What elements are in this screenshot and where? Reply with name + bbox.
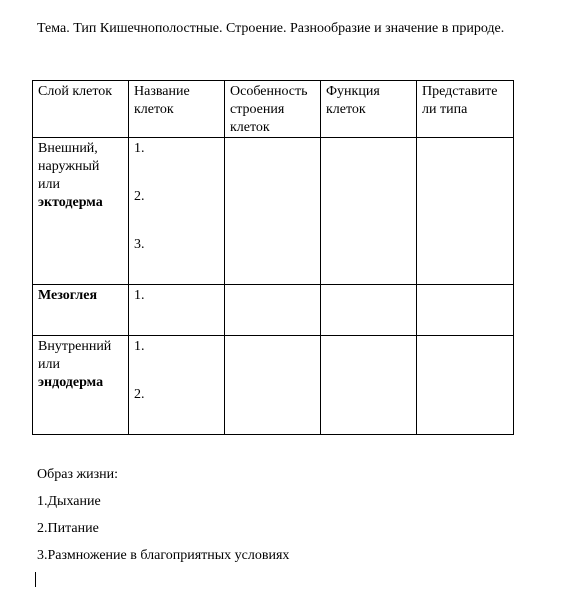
layer-cell-endoderm: [33, 336, 129, 435]
list-number: 1.: [134, 288, 145, 303]
header-cell-cell-name: Название клеток: [129, 81, 225, 138]
table-row-ectoderm: [33, 138, 514, 285]
numbered-list: [134, 338, 219, 434]
layer-cell-mesoglea: [33, 285, 129, 336]
text-cursor[interactable]: [35, 572, 36, 587]
function-cell-endoderm[interactable]: [321, 336, 417, 435]
layer-name-bold: Мезоглея: [38, 288, 98, 303]
cell-names-endoderm[interactable]: [129, 336, 225, 435]
structure-cell-mesoglea[interactable]: [225, 285, 321, 336]
function-cell-mesoglea[interactable]: [321, 285, 417, 336]
layer-text-line: или: [38, 177, 60, 192]
numbered-list: [134, 287, 219, 335]
structure-cell-endoderm[interactable]: [225, 336, 321, 435]
table-header-row: [33, 81, 514, 138]
lifestyle-item-nutrition: 2.Питание: [37, 521, 99, 536]
header-cell-layer: Слой клеток: [33, 81, 129, 138]
lifestyle-heading: Образ жизни:: [37, 467, 119, 482]
layer-text-line: Внешний,: [38, 141, 98, 156]
header-cell-representatives: Представите ли типа: [417, 81, 514, 138]
table-row-mesoglea: [33, 285, 514, 336]
list-number: 1.: [134, 141, 145, 156]
function-cell-ectoderm[interactable]: [321, 138, 417, 285]
layer-text-line: наружный: [38, 159, 100, 174]
list-number: 2.: [134, 387, 145, 402]
representatives-cell-ectoderm[interactable]: [417, 138, 514, 285]
representatives-cell-endoderm[interactable]: [417, 336, 514, 435]
cell-names-ectoderm[interactable]: [129, 138, 225, 285]
lifestyle-item-reproduction: 3.Размножение в благоприятных условиях: [37, 548, 290, 563]
lifestyle-section: [37, 466, 289, 574]
structure-cell-ectoderm[interactable]: [225, 138, 321, 285]
table-row-endoderm: [33, 336, 514, 435]
layer-cell-ectoderm: [33, 138, 129, 285]
layer-text-line: Внутренний: [38, 339, 112, 354]
header-cell-structure: Особенность строения клеток: [225, 81, 321, 138]
list-number: 3.: [134, 237, 145, 252]
document-title: Тема. Тип Кишечнополостные. Строение. Разнообразие и значение в природе.: [37, 21, 505, 36]
header-cell-function: Функция клеток: [321, 81, 417, 138]
list-number: 1.: [134, 339, 145, 354]
numbered-list: [134, 140, 219, 284]
layer-name-bold: эктодерма: [38, 195, 103, 210]
cell-layers-table: [32, 80, 514, 435]
list-number: 2.: [134, 189, 145, 204]
layer-text-line: или: [38, 357, 60, 372]
lifestyle-item-breathing: 1.Дыхание: [37, 494, 101, 509]
cell-names-mesoglea[interactable]: [129, 285, 225, 336]
layer-name-bold: эндодерма: [38, 375, 104, 390]
representatives-cell-mesoglea[interactable]: [417, 285, 514, 336]
